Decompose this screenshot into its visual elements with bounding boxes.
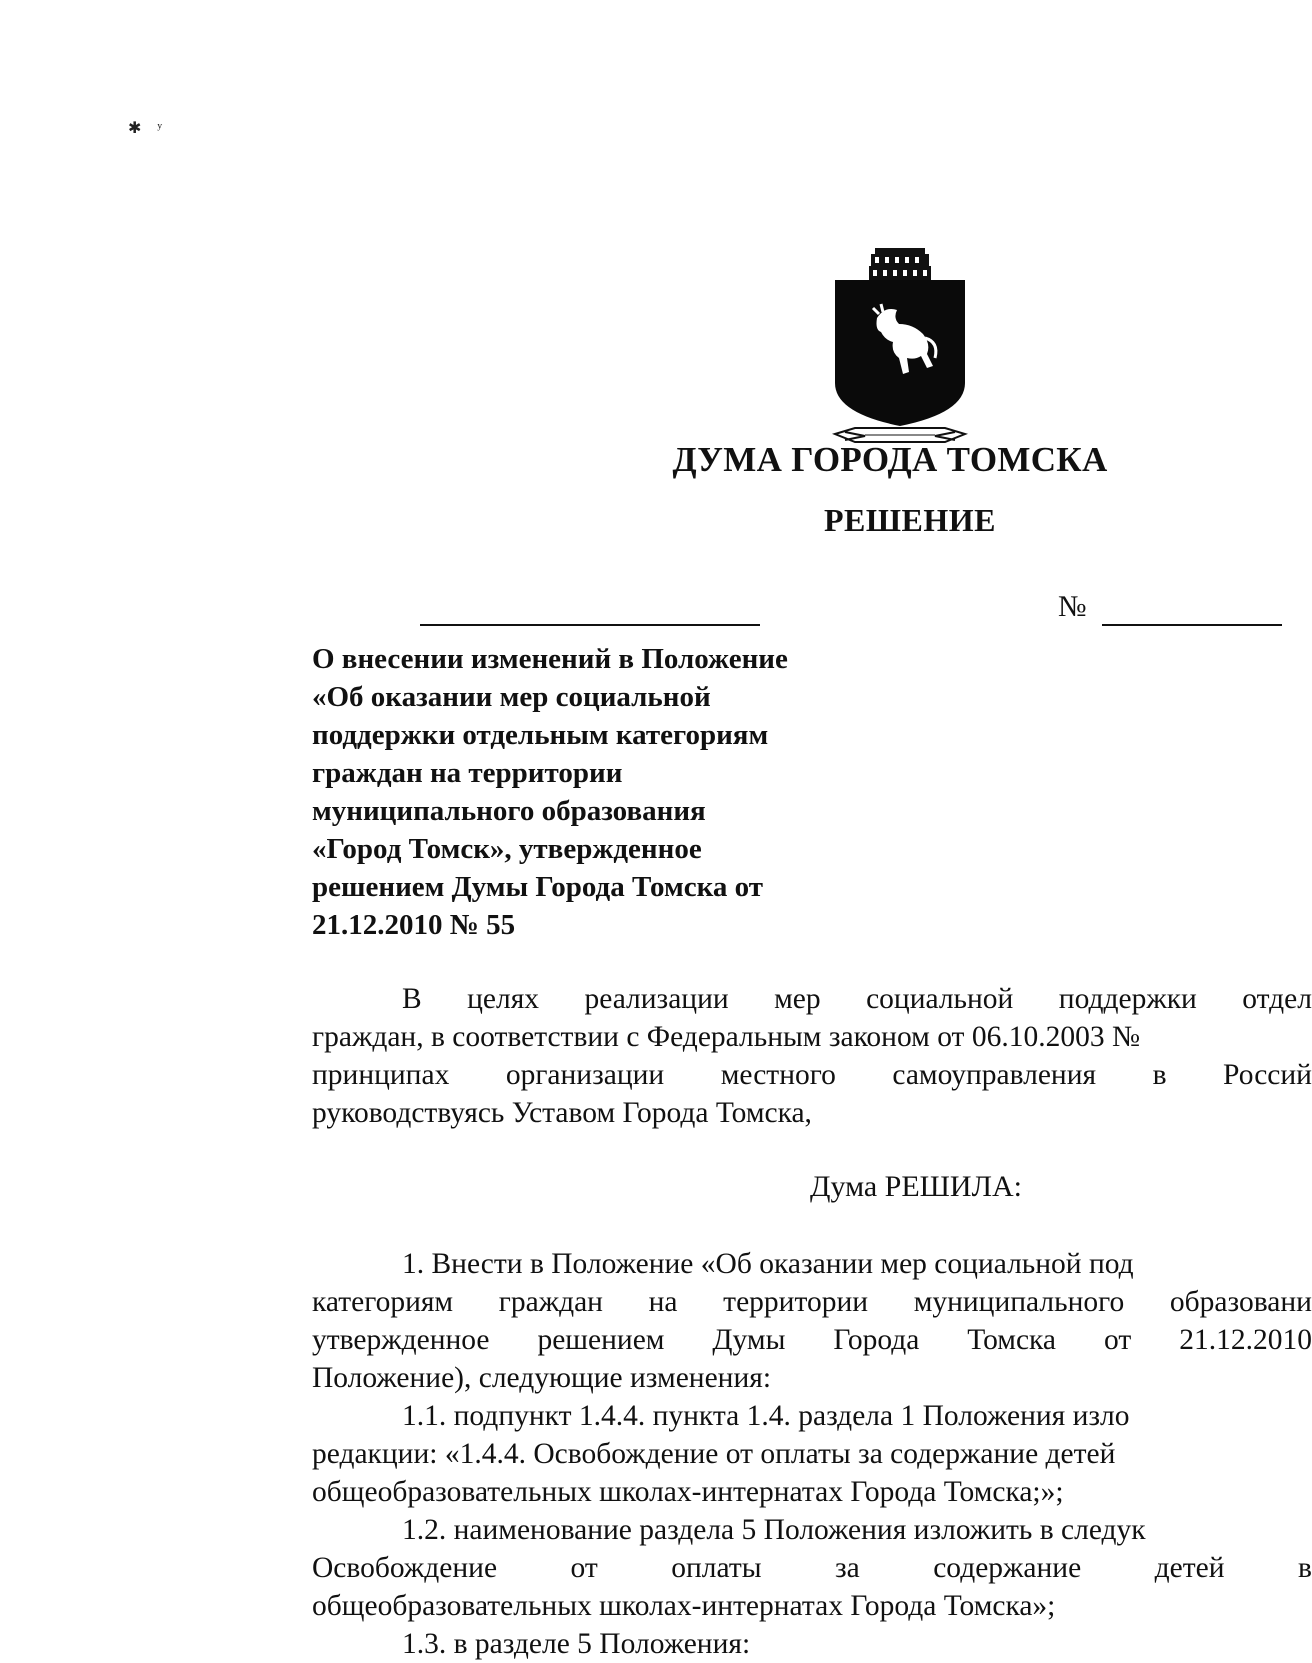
subject-line: «Об оказании мер социальной [312,681,711,713]
tomsk-coat-of-arms-emblem [835,248,965,448]
date-blank-line [420,624,760,626]
preamble-line-4: руководствуясь Уставом Города Томска, [312,1097,812,1129]
preamble-line-2: граждан, в соответствии с Федеральным законом от 06.10.2003 № [312,1021,1141,1053]
item-1-1-line-3: общеобразовательных школах-интернатах Города Томска;»; [312,1476,1064,1508]
subject-line: граждан на территории [312,757,623,789]
subject-line: 21.12.2010 № 55 [312,909,516,941]
item-1-3-line-1: 1.3. в разделе 5 Положения: [402,1628,751,1660]
preamble-line-1: В целях реализации мер социальной поддержки отдел [402,983,1312,1015]
subject-line: поддержки отдельным категориям [312,719,769,751]
item-1-1-line-1: 1.1. подпункт 1.4.4. пункта 1.4. раздела 1 Положения изло [402,1400,1130,1432]
item-1-2-line-2: Освобождение от оплаты за содержание детей в [312,1552,1312,1584]
item-1-2-line-1: 1.2. наименование раздела 5 Положения изложить в следук [402,1514,1146,1546]
preamble-line-3: принципах организации местного самоуправления в Россий [312,1059,1312,1091]
document-type-heading: РЕШЕНИЕ [824,502,996,538]
subject-line: решением Думы Города Томска от [312,871,763,903]
item-1-line-3: утвержденное решением Думы Города Томска от 21.12.2010 [312,1324,1312,1356]
subject-line: муниципального образования [312,795,706,827]
item-1-line-1: 1. Внести в Положение «Об оказании мер социальной под [402,1248,1134,1280]
decision-label: Дума РЕШИЛА: [810,1170,1022,1203]
preamble-paragraph [312,980,1312,1132]
item-1-1-line-2: редакции: «1.4.4. Освобождение от оплаты за содержание детей [312,1438,1116,1470]
number-sign-label: № [1058,590,1087,623]
organization-title: ДУМА ГОРОДА ТОМСКА [672,440,1108,479]
item-1-line-4: Положение), следующие изменения: [312,1362,772,1394]
scan-specks: ✱ ʸ [128,120,163,137]
subject-heading [312,640,872,944]
item-1-line-2: категориям граждан на территории муниципального образовани [312,1286,1312,1318]
item-1-2-line-3: общеобразовательных школах-интернатах Города Томска»; [312,1590,1056,1622]
decision-items [312,1245,1312,1663]
number-blank-line [1102,624,1282,626]
subject-line: О внесении изменений в Положение [312,643,788,675]
subject-line: «Город Томск», утвержденное [312,833,702,865]
